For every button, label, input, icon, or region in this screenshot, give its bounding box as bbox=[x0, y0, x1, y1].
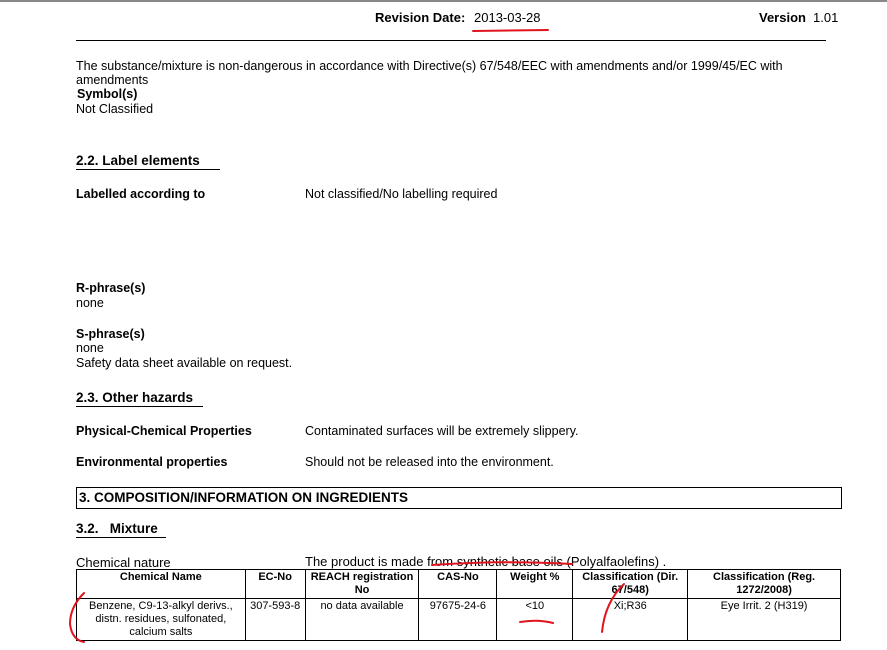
header-divider bbox=[76, 40, 826, 41]
r-phrase-label: R-phrase(s) bbox=[76, 281, 146, 295]
section3-heading: 3. COMPOSITION/INFORMATION ON INGREDIENTS bbox=[76, 487, 842, 509]
symbol-label: Symbol(s) bbox=[77, 87, 138, 101]
phys-value: Contaminated surfaces will be extremely slippery. bbox=[305, 424, 579, 438]
col-header: REACH registration No bbox=[305, 570, 419, 599]
col-header: Classification (Reg. 1272/2008) bbox=[688, 570, 841, 599]
section-heading: 2.2. Label elements bbox=[76, 153, 220, 170]
symbol-value: Not Classified bbox=[76, 102, 154, 116]
subsection-heading: 3.2. Mixture bbox=[76, 521, 166, 538]
env-value: Should not be released into the environment. bbox=[305, 455, 554, 469]
revision-label: Revision Date: bbox=[375, 10, 466, 25]
labelled-value: Not classified/No labelling required bbox=[305, 187, 498, 201]
col-header: Weight % bbox=[497, 570, 573, 599]
version-label: Version bbox=[759, 10, 806, 25]
labelled-label: Labelled according to bbox=[76, 187, 206, 201]
table-header-row bbox=[77, 570, 841, 599]
intro-text: The substance/mixture is non-dangerous in accordance with Directive(s) 67/548/EEC with amendments and/or 1999/45/EC with bbox=[76, 59, 783, 73]
nature-value: The product is made from synthetic base oils (Polyalfaolefins) . bbox=[305, 554, 667, 569]
cell: Xi;R36 bbox=[573, 599, 688, 641]
table-row bbox=[77, 599, 841, 641]
version-value: 1.01 bbox=[813, 10, 839, 25]
sds-note: Safety data sheet available on request. bbox=[76, 356, 293, 370]
revision-date: 2013-03-28 bbox=[474, 10, 541, 25]
col-header: EC-No bbox=[245, 570, 305, 599]
section-heading: 2.3. Other hazards bbox=[76, 390, 203, 407]
cell: 97675-24-6 bbox=[419, 599, 497, 641]
date-underline bbox=[473, 30, 548, 31]
cell: 307-593-8 bbox=[245, 599, 305, 641]
cell: Benzene, C9-13-alkyl derivs., distn. residues, sulfonated, calcium salts bbox=[77, 599, 246, 641]
s-phrase-label: S-phrase(s) bbox=[76, 327, 145, 341]
ingredients-table bbox=[76, 569, 841, 641]
s-phrase-value: none bbox=[76, 341, 104, 355]
env-label: Environmental properties bbox=[76, 455, 228, 469]
col-header: Chemical Name bbox=[77, 570, 246, 599]
r-phrase-value: none bbox=[76, 296, 104, 310]
col-header: Classification (Dir. 67/548) bbox=[573, 570, 688, 599]
nature-label: Chemical nature bbox=[76, 555, 171, 570]
intro-text-cont: amendments bbox=[76, 73, 149, 87]
cell: no data available bbox=[305, 599, 419, 641]
cell: Eye Irrit. 2 (H319) bbox=[688, 599, 841, 641]
cell: <10 bbox=[497, 599, 573, 641]
col-header: CAS-No bbox=[419, 570, 497, 599]
phys-label: Physical-Chemical Properties bbox=[76, 424, 252, 438]
